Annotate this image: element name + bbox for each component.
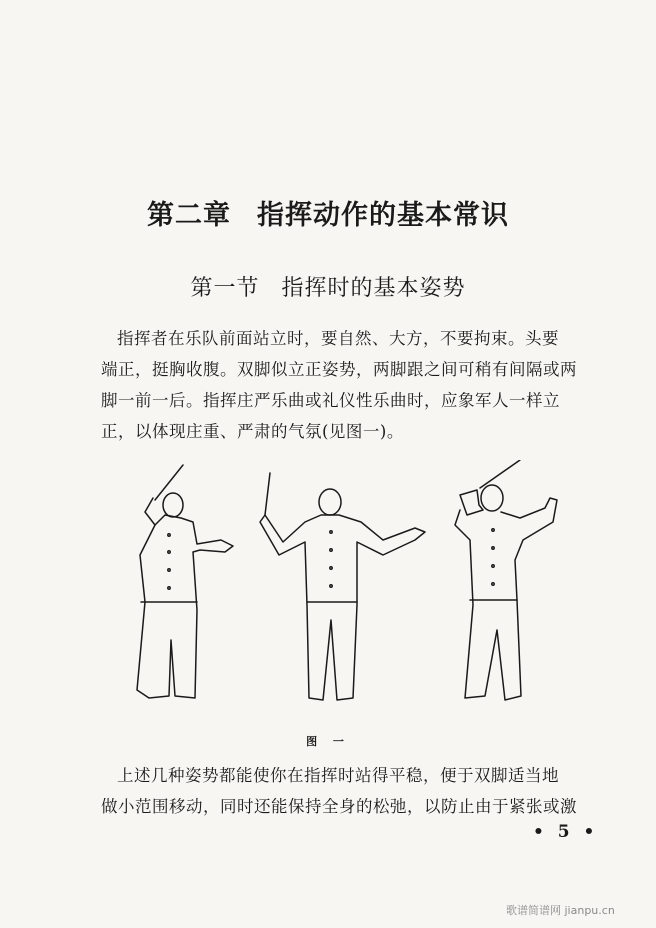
chapter-name: 指挥动作的基本常识: [257, 200, 509, 231]
section-title: [0, 271, 656, 302]
conductor-figure-center: [260, 473, 425, 700]
figure-conductor-postures: [125, 460, 585, 720]
paragraph-1: [101, 323, 602, 447]
section-number: 第一节: [190, 276, 260, 301]
figure-caption: 图 一: [306, 735, 350, 748]
chapter-number: 第二章: [147, 200, 231, 231]
chapter-title: [0, 193, 656, 232]
section-name: 指挥时的基本姿势: [281, 276, 466, 301]
conductor-figure-left: [137, 465, 233, 698]
paragraph-line: 做小范围移动，同时还能保持全身的松弛，以防止由于紧张或激: [101, 797, 577, 816]
paragraph-line: 端正，挺胸收腹。双脚似立正姿势，两脚跟之间可稍有间隔或两: [101, 360, 577, 379]
conductor-figure-right: [455, 460, 557, 700]
paragraph-2: [101, 760, 602, 822]
page-number: • 5 •: [533, 822, 599, 842]
paragraph-line: 正，以体现庄重、严肃的气氛(见图一)。: [101, 422, 404, 441]
paragraph-line: 脚一前一后。指挥庄严乐曲或礼仪性乐曲时，应象军人一样立: [101, 391, 560, 410]
paragraph-line: 上述几种姿势都能使你在指挥时站得平稳，便于双脚适当地: [117, 766, 559, 785]
paragraph-line: 指挥者在乐队前面站立时，要自然、大方，不要拘束。头要: [117, 329, 559, 348]
watermark: 歌谱简谱网 jianpu.cn: [506, 904, 615, 917]
